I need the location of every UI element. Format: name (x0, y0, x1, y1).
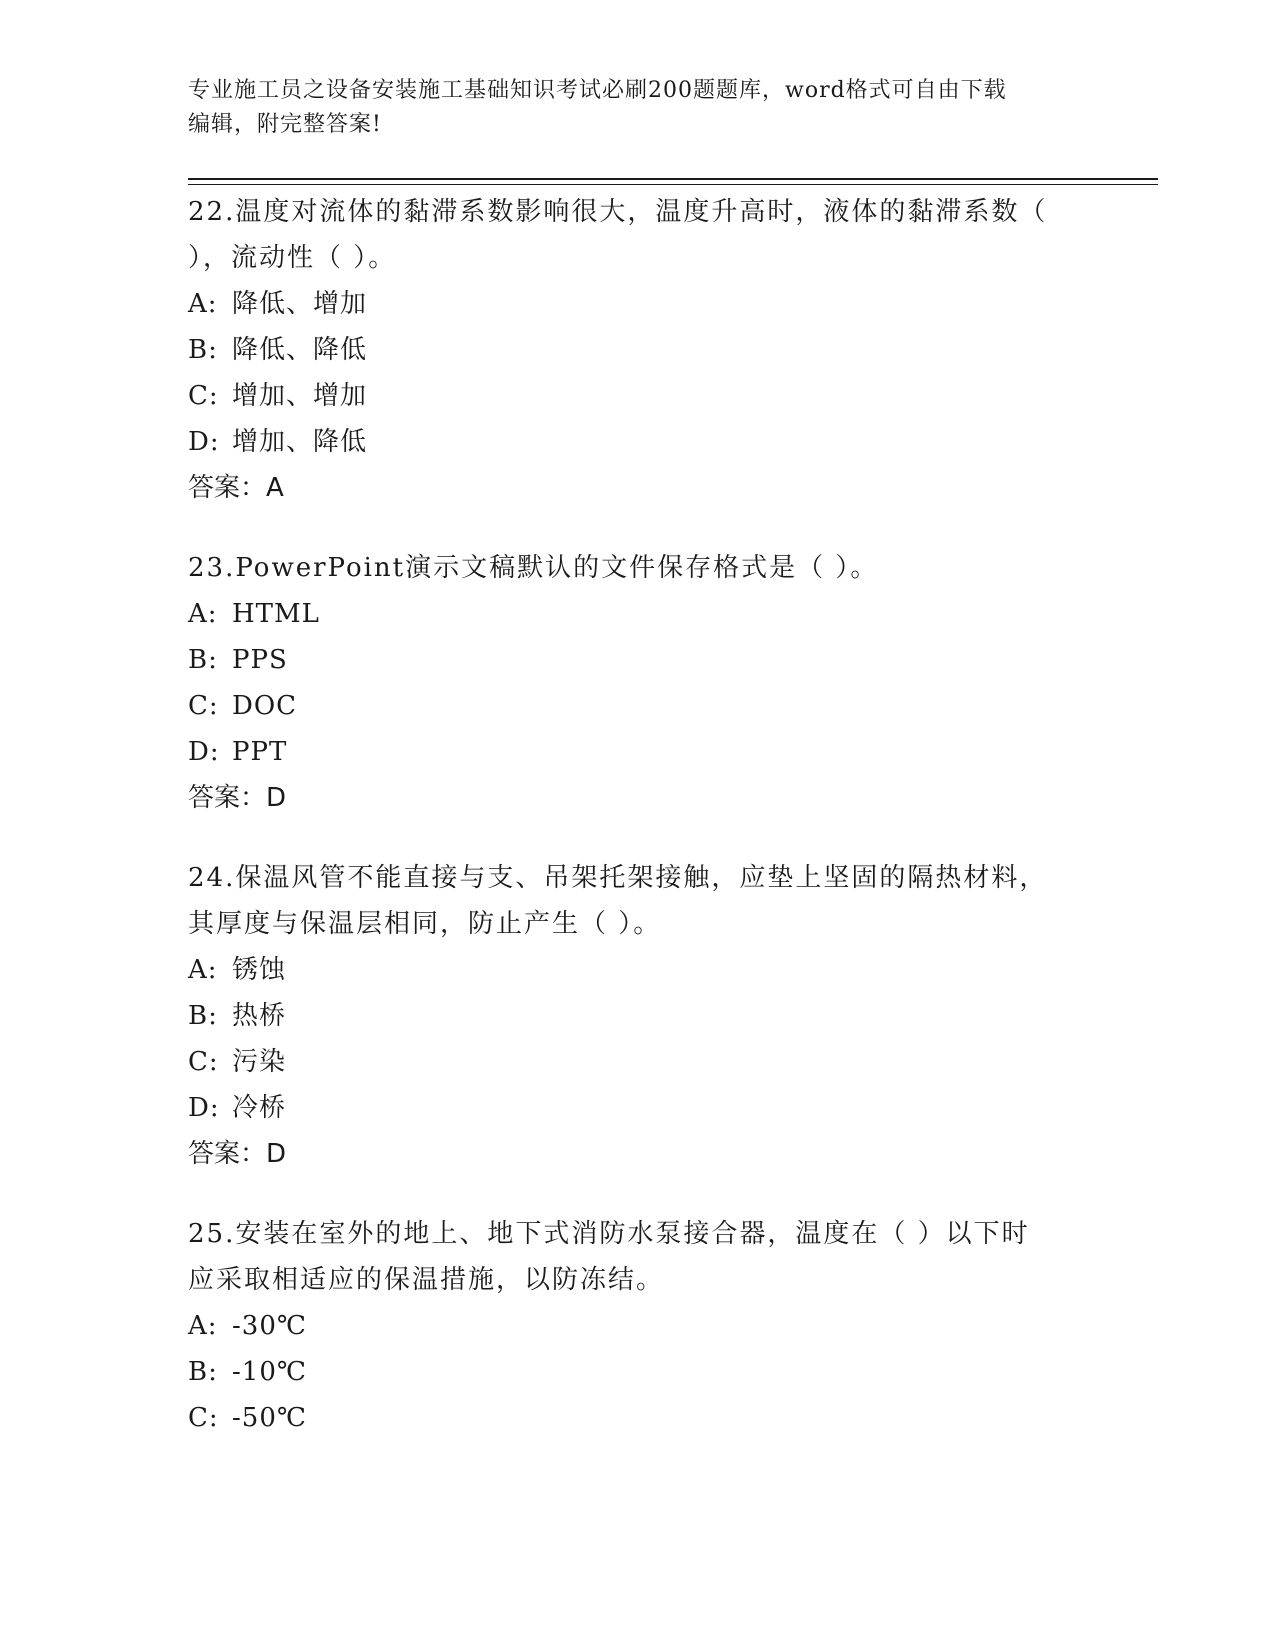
answer-option (188, 683, 1088, 729)
question-stem: 25.安装在室外的地上、地下式消防水泵接合器，温度在（ ）以下时 (188, 1219, 1030, 1249)
question-stem: 23.PowerPoint演示文稿默认的文件保存格式是（ ）。 (188, 553, 879, 583)
answer-key: 答案：D (188, 1139, 287, 1169)
question-stem: 22.温度对流体的黏滞系数影响很大，温度升高时，液体的黏滞系数（ (188, 197, 1048, 227)
question-block (188, 189, 1088, 511)
answer-option (188, 591, 1088, 637)
question-stem-continued: 应采取相适应的保温措施，以防冻结。 (188, 1265, 665, 1295)
option-letter: A: (188, 955, 218, 985)
answer-key: 答案：A (188, 473, 284, 503)
option-text: HTML (232, 599, 320, 629)
header-title-line-2: 编辑，附完整答案! (188, 112, 382, 137)
option-text: 污染 (232, 1047, 287, 1077)
answer-option (188, 1303, 1088, 1349)
option-text: 热桥 (232, 1001, 287, 1031)
option-text: DOC (232, 691, 298, 721)
option-letter: B: (188, 1001, 218, 1031)
option-text: -50℃ (232, 1403, 307, 1433)
answer-option (188, 373, 1088, 419)
option-letter: B: (188, 335, 218, 365)
answer-option (188, 947, 1088, 993)
option-letter: D: (188, 737, 220, 767)
option-letter: A: (188, 289, 218, 319)
option-text: PPT (232, 737, 288, 767)
option-letter: B: (188, 1357, 218, 1387)
document-header (188, 74, 1068, 142)
answer-key: 答案：D (188, 783, 287, 813)
header-title-line-1: 专业施工员之设备安装施工基础知识考试必刷200题题库，word格式可自由下载 (188, 78, 1007, 103)
option-letter: A: (188, 1311, 218, 1341)
option-letter: B: (188, 645, 218, 675)
answer-option (188, 327, 1088, 373)
question-block (188, 1211, 1088, 1441)
option-letter: C: (188, 381, 219, 411)
option-text: 冷桥 (232, 1093, 287, 1123)
option-letter: C: (188, 1047, 219, 1077)
question-list (188, 189, 1088, 1475)
option-text: 锈蚀 (232, 955, 287, 985)
answer-option (188, 637, 1088, 683)
option-letter: D: (188, 427, 220, 457)
option-letter: D: (188, 1093, 220, 1123)
option-text: PPS (232, 645, 288, 675)
option-text: -10℃ (232, 1357, 307, 1387)
option-letter: C: (188, 691, 219, 721)
option-letter: A: (188, 599, 218, 629)
answer-option (188, 729, 1088, 775)
option-text: 降低、降低 (232, 335, 368, 365)
question-stem-continued: ），流动性（ ）。 (188, 243, 397, 273)
header-divider (188, 178, 1158, 185)
question-stem: 24.保温风管不能直接与支、吊架托架接触，应垫上坚固的隔热材料， (188, 863, 1048, 893)
answer-option (188, 993, 1088, 1039)
question-block (188, 855, 1088, 1177)
answer-option (188, 1349, 1088, 1395)
answer-option (188, 1085, 1088, 1131)
option-letter: C: (188, 1403, 219, 1433)
answer-option (188, 1039, 1088, 1085)
option-text: 降低、增加 (232, 289, 368, 319)
answer-option (188, 1395, 1088, 1441)
question-block (188, 545, 1088, 821)
option-text: -30℃ (232, 1311, 307, 1341)
answer-option (188, 419, 1088, 465)
answer-option (188, 281, 1088, 327)
option-text: 增加、增加 (232, 381, 368, 411)
option-text: 增加、降低 (232, 427, 368, 457)
question-stem-continued: 其厚度与保温层相同，防止产生（ ）。 (188, 909, 662, 939)
